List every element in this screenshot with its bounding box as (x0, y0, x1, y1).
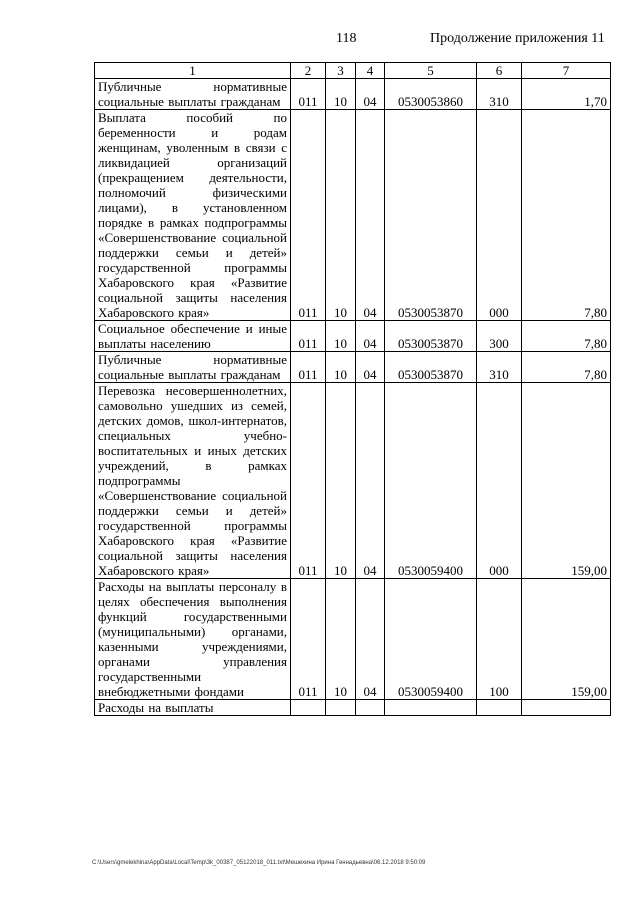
expense-type-code: 000 (477, 110, 522, 321)
target-article-code: 0530053870 (385, 321, 477, 352)
column-header: 1 (95, 63, 291, 79)
ministry-code (291, 700, 326, 716)
row-name: Расходы на выплаты (95, 700, 291, 716)
table-row (95, 321, 611, 352)
amount: 7,80 (522, 110, 611, 321)
table-row (95, 700, 611, 716)
target-article-code: 0530053870 (385, 110, 477, 321)
column-header: 2 (291, 63, 326, 79)
table-row (95, 579, 611, 700)
ministry-code: 011 (291, 579, 326, 700)
section-code: 10 (326, 579, 356, 700)
budget-table (94, 62, 611, 716)
subsection-code (356, 700, 385, 716)
column-header: 6 (477, 63, 522, 79)
subsection-code: 04 (356, 110, 385, 321)
column-header: 3 (326, 63, 356, 79)
target-article-code: 0530053860 (385, 79, 477, 110)
amount: 1,70 (522, 79, 611, 110)
expense-type-code: 100 (477, 579, 522, 700)
expense-type-code: 300 (477, 321, 522, 352)
row-name: Расходы на выплаты персоналу в целях обеспечения выполнения функций государственными (муниципальными) органами, казенными учреждениями, органами управления государственными внебюджетными фондами (95, 579, 291, 700)
row-name: Публичные нормативные социальные выплаты гражданам (95, 352, 291, 383)
row-name: Социальное обеспечение и иные выплаты населению (95, 321, 291, 352)
ministry-code: 011 (291, 352, 326, 383)
expense-type-code: 310 (477, 352, 522, 383)
expense-type-code (477, 700, 522, 716)
target-article-code: 0530059400 (385, 383, 477, 579)
target-article-code (385, 700, 477, 716)
section-code: 10 (326, 79, 356, 110)
section-code: 10 (326, 110, 356, 321)
table-row (95, 352, 611, 383)
table-row (95, 79, 611, 110)
subsection-code: 04 (356, 352, 385, 383)
section-code (326, 700, 356, 716)
subsection-code: 04 (356, 321, 385, 352)
ministry-code: 011 (291, 383, 326, 579)
amount: 7,80 (522, 352, 611, 383)
page-number: 118 (336, 31, 357, 46)
amount: 7,80 (522, 321, 611, 352)
amount: 159,00 (522, 579, 611, 700)
target-article-code: 0530059400 (385, 579, 477, 700)
section-code: 10 (326, 383, 356, 579)
table-header-row (95, 63, 611, 79)
ministry-code: 011 (291, 110, 326, 321)
continuation-note: Продолжение приложения 11 (430, 31, 605, 46)
target-article-code: 0530053870 (385, 352, 477, 383)
table-row (95, 383, 611, 579)
expense-type-code: 000 (477, 383, 522, 579)
row-name: Публичные нормативные социальные выплаты гражданам (95, 79, 291, 110)
ministry-code: 011 (291, 321, 326, 352)
file-path-footer: C:\Users\gmelekhina\AppData\Local\Temp\3k_00387_05122018_011.txt\Мешехина Ирина Геннадьевна\06.12.2018 9:50:09 (92, 860, 426, 866)
row-name: Перевозка несовершеннолетних, самовольно ушедших из семей, детских домов, школ-интернатов, специальных учебно-воспитательных и иных детских учреждений, в рамках подпрограммы «Совершенствование социальной поддержки семьи и детей» государственной программы Хабаровского края «Развитие социальной защиты населения Хабаровского края» (95, 383, 291, 579)
subsection-code: 04 (356, 79, 385, 110)
amount: 159,00 (522, 383, 611, 579)
column-header: 4 (356, 63, 385, 79)
subsection-code: 04 (356, 579, 385, 700)
expense-type-code: 310 (477, 79, 522, 110)
ministry-code: 011 (291, 79, 326, 110)
column-header: 5 (385, 63, 477, 79)
column-header: 7 (522, 63, 611, 79)
section-code: 10 (326, 352, 356, 383)
subsection-code: 04 (356, 383, 385, 579)
section-code: 10 (326, 321, 356, 352)
amount (522, 700, 611, 716)
row-name: Выплата пособий по беременности и родам женщинам, уволенным в связи с ликвидацией организаций (прекращением деятельности, полномочий физическими лицами), в установленном порядке в рамках подпрограммы «Совершенствование социальной поддержки семьи и детей» государственной программы Хабаровского края «Развитие социальной защиты населения Хабаровского края» (95, 110, 291, 321)
table-row (95, 110, 611, 321)
